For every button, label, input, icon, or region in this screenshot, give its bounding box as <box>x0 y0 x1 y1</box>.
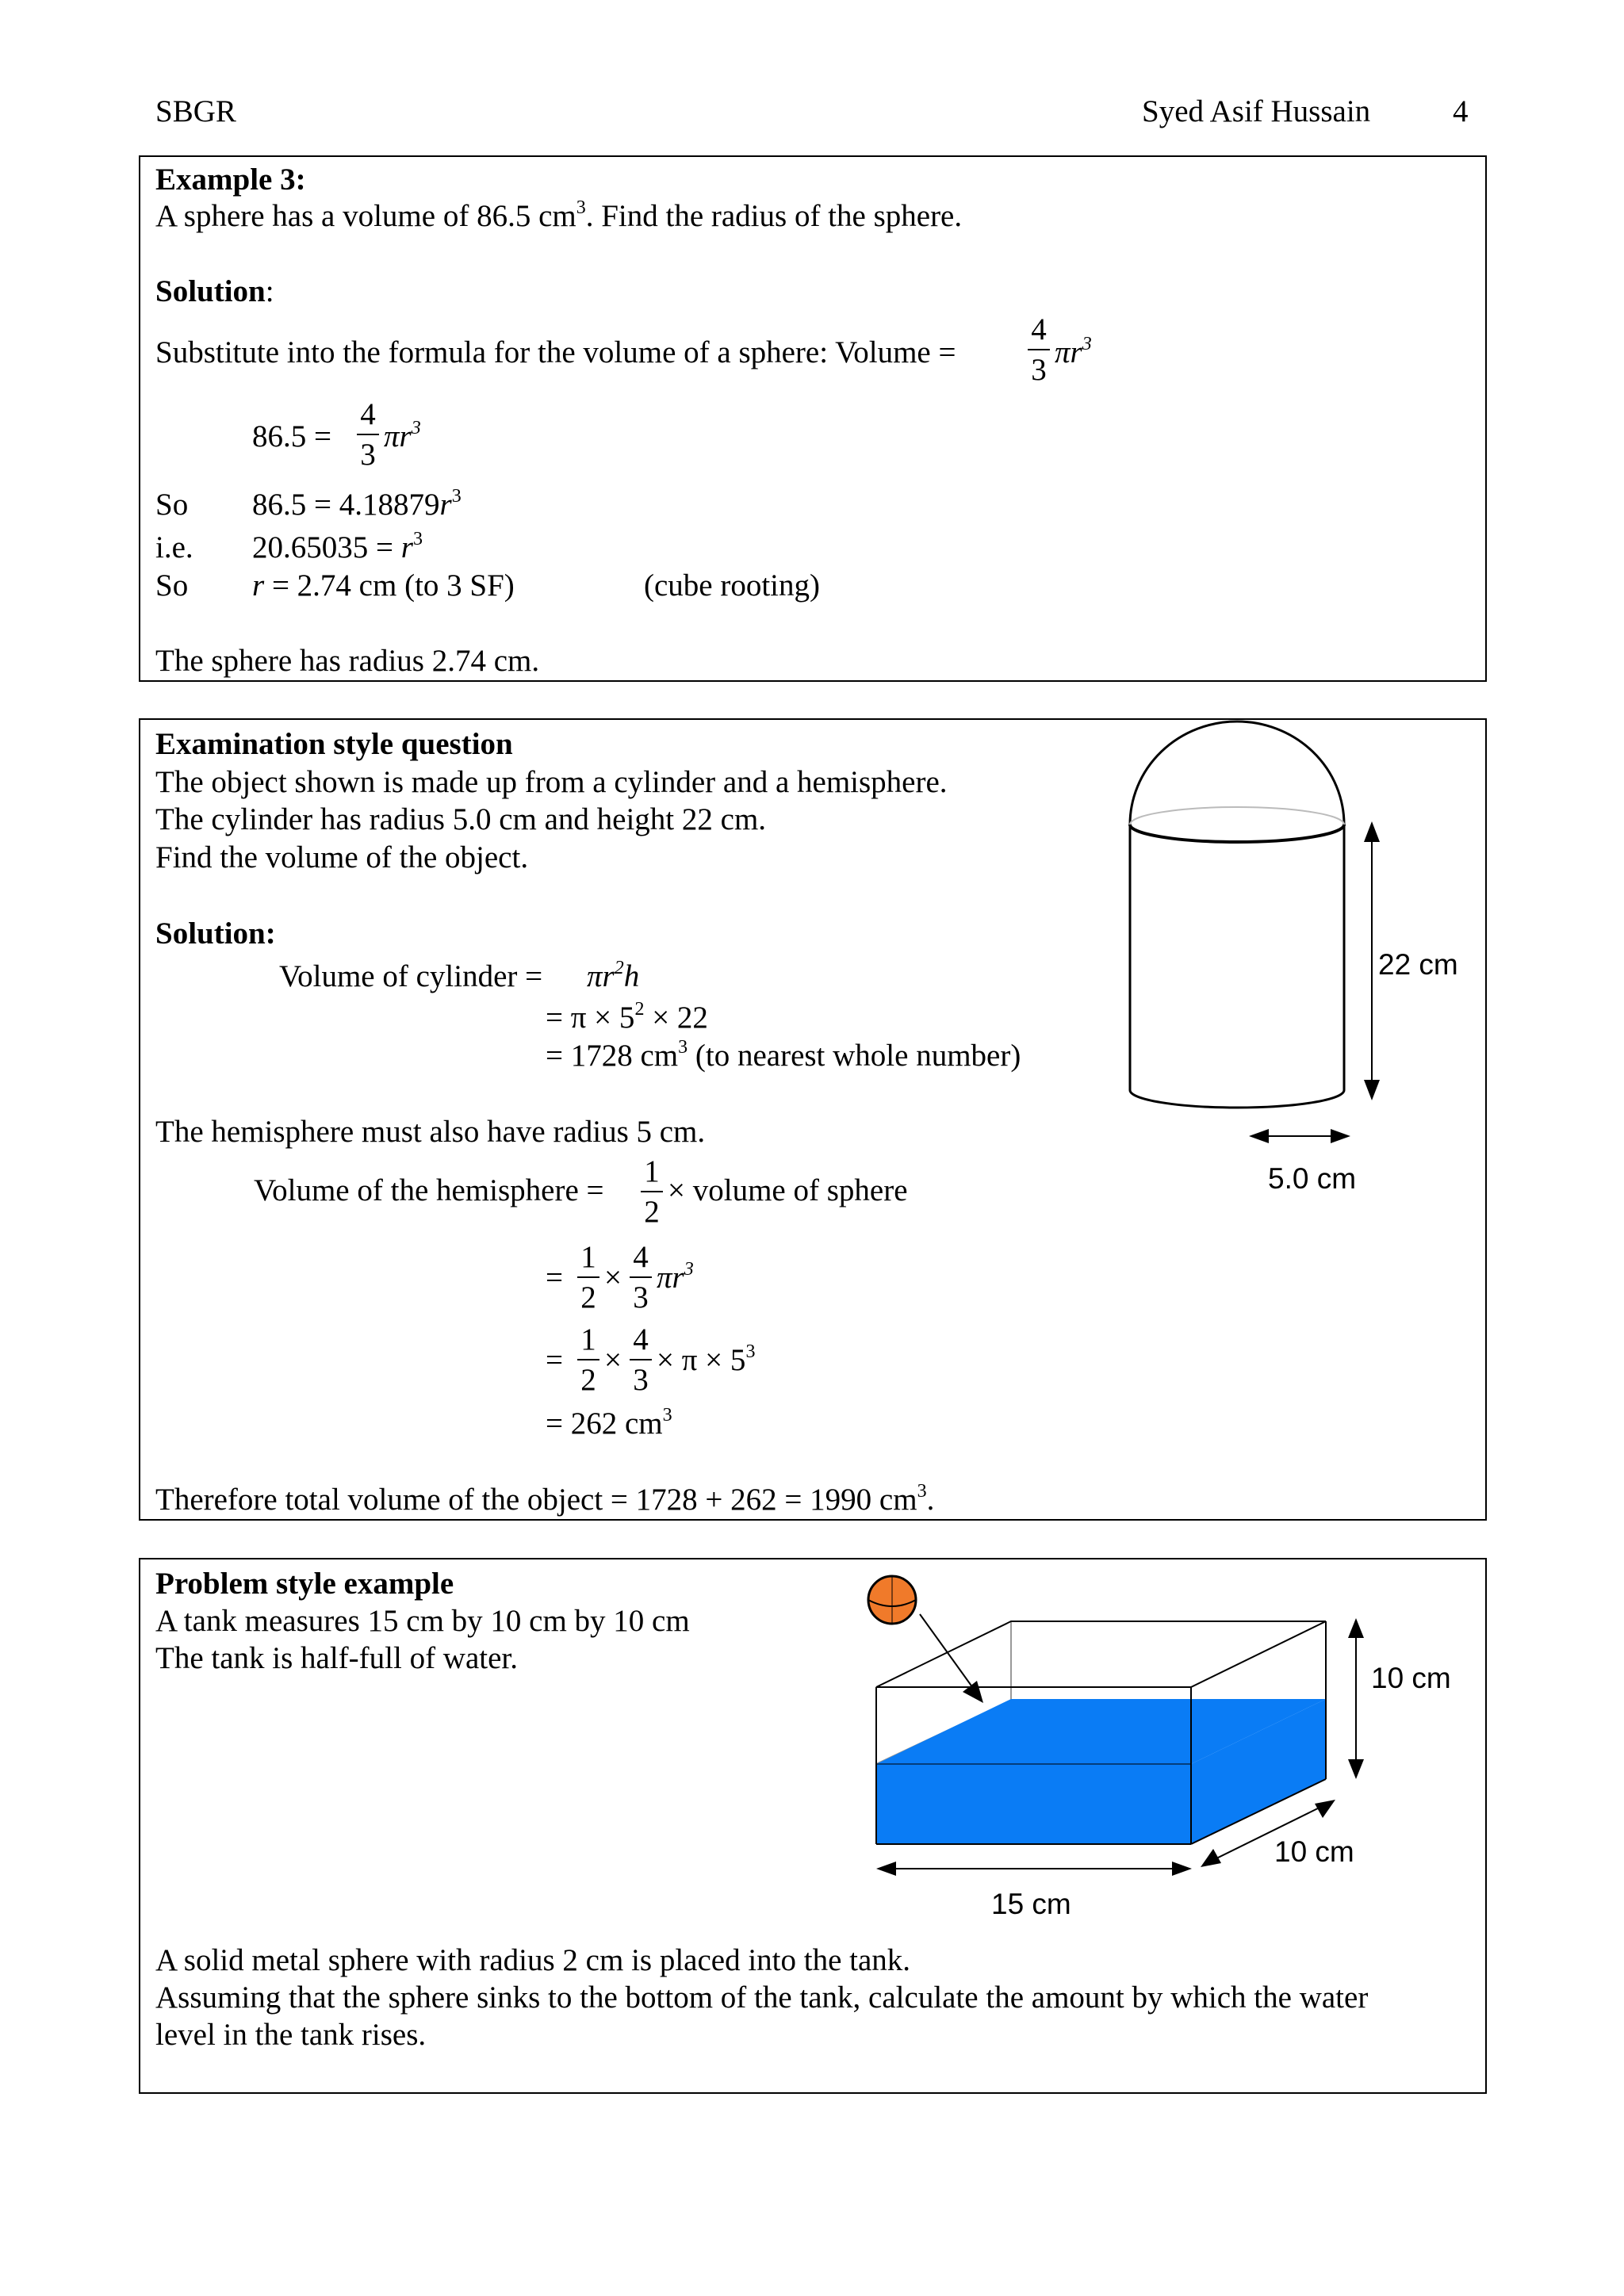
hemi-step-2-half: 1 2 <box>577 1324 599 1395</box>
problem-title: Problem style example <box>155 1567 454 1601</box>
exam-question-title: Examination style question <box>155 727 513 761</box>
formula-fraction: 4 3 <box>1028 314 1050 385</box>
so-label-1: So <box>155 488 189 522</box>
hemi-step-2-pi-5: × $\pi \times 5^3$ <box>657 1341 756 1377</box>
step1-pi-r: $\pi r^3$ <box>384 418 421 453</box>
hemi-step-1-four-thirds: 4 3 <box>630 1242 652 1313</box>
tank-height-label: 10 cm <box>1371 1662 1451 1694</box>
ie-label: i.e. <box>155 530 193 564</box>
exam-line-3: Find the volume of the object. <box>155 840 529 874</box>
example-3-question: A sphere has a volume of 86.5 $cm^3$. Find the radius of the sphere. <box>155 197 963 233</box>
hemi-result: = 262 $cm^3$ <box>546 1405 672 1441</box>
example-3-solution-label: Solution: <box>155 274 274 308</box>
radius-label: 5.0 cm <box>1268 1162 1357 1195</box>
example-3-title: Example 3: <box>155 163 306 197</box>
header-left: SBGR <box>155 94 236 128</box>
tank-length-arrow-right <box>1172 1862 1192 1876</box>
cyl-step-2: = $\pi \times 5^2 \times 22$ <box>546 999 708 1035</box>
so-label-2: So <box>155 568 189 603</box>
hemi-step-1-times: × <box>604 1261 622 1295</box>
tank-height-arrow-bottom <box>1348 1759 1364 1779</box>
hemi-step-1-half: 1 2 <box>577 1242 599 1313</box>
hemi-radius-text: The hemisphere must also have radius 5 cm. <box>155 1115 706 1149</box>
substitute-text: Substitute into the formula for the volume of a sphere: Volume = <box>155 335 956 369</box>
hemi-step-2-four-thirds: 4 3 <box>630 1324 652 1395</box>
hemi-step-1-pi-r: $\pi r^3$ <box>657 1259 694 1295</box>
step4: r = 2.74 cm (to 3 SF) <box>252 568 515 603</box>
water-front <box>876 1764 1191 1843</box>
step3: $20.65035 = r^3$ <box>252 529 423 564</box>
page-number: 4 <box>1453 94 1469 128</box>
problem-line-2: The tank is half-full of water. <box>155 1641 519 1675</box>
half-fraction: 1 2 <box>641 1156 663 1227</box>
times-volume-sphere: × volume of sphere <box>668 1173 908 1207</box>
hemi-step-2-eq: = <box>546 1343 563 1377</box>
drop-line <box>920 1614 977 1693</box>
tank-length-arrow-left <box>876 1862 896 1876</box>
problem-line-1: A tank measures 15 cm by 10 cm by 10 cm <box>155 1604 690 1638</box>
exam-line-2: The cylinder has radius 5.0 cm and height 22 cm. <box>155 802 767 836</box>
cyl-step-3: = 1728 $cm^3$ (to nearest whole number) <box>546 1037 1021 1073</box>
header-author: Syed Asif Hussain <box>1142 94 1371 128</box>
vol-hemi-label: Volume of the hemisphere = <box>254 1173 604 1207</box>
step2: $86.5 = 4.18879r^3$ <box>252 486 462 522</box>
problem-line-5: level in the tank rises. <box>155 2018 427 2052</box>
exam-solution-label: Solution: <box>155 916 276 951</box>
vol-cylinder-label: Volume of cylinder = <box>279 959 543 993</box>
step1-fraction: 4 3 <box>357 399 379 470</box>
problem-line-3: A solid metal sphere with radius 2 cm is placed into the tank. <box>155 1943 911 1977</box>
example-3-conclusion: The sphere has radius 2.74 cm. <box>155 644 540 678</box>
tank-length-label: 15 cm <box>991 1888 1071 1920</box>
cube-rooting-note: (cube rooting) <box>644 568 821 603</box>
tank-top <box>876 1621 1326 1687</box>
formula-pi-r: $\pi r^3$ <box>1055 334 1092 369</box>
total-volume: Therefore total volume of the object = 1728 + 262 = 1990 $cm^3$. <box>155 1481 935 1517</box>
step1-lhs: 86.5 = <box>252 419 331 453</box>
tank-depth-label: 10 cm <box>1274 1835 1354 1868</box>
hemi-step-1-eq: = <box>546 1261 563 1295</box>
problem-line-4: Assuming that the sphere sinks to the bottom of the tank, calculate the amount by which the water <box>155 1980 1369 2015</box>
tank-height-arrow-top <box>1348 1618 1364 1638</box>
exam-line-1: The object shown is made up from a cylinder and a hemisphere. <box>155 765 948 799</box>
hemi-step-2-times: × <box>604 1343 622 1377</box>
drop-arrowhead <box>963 1681 983 1703</box>
pi-r2-h: $\pi r^2h$ <box>587 958 640 993</box>
height-label: 22 cm <box>1378 948 1458 981</box>
tank-depth-arrow-start <box>1201 1849 1221 1867</box>
tank-depth-arrow-end <box>1315 1800 1335 1818</box>
